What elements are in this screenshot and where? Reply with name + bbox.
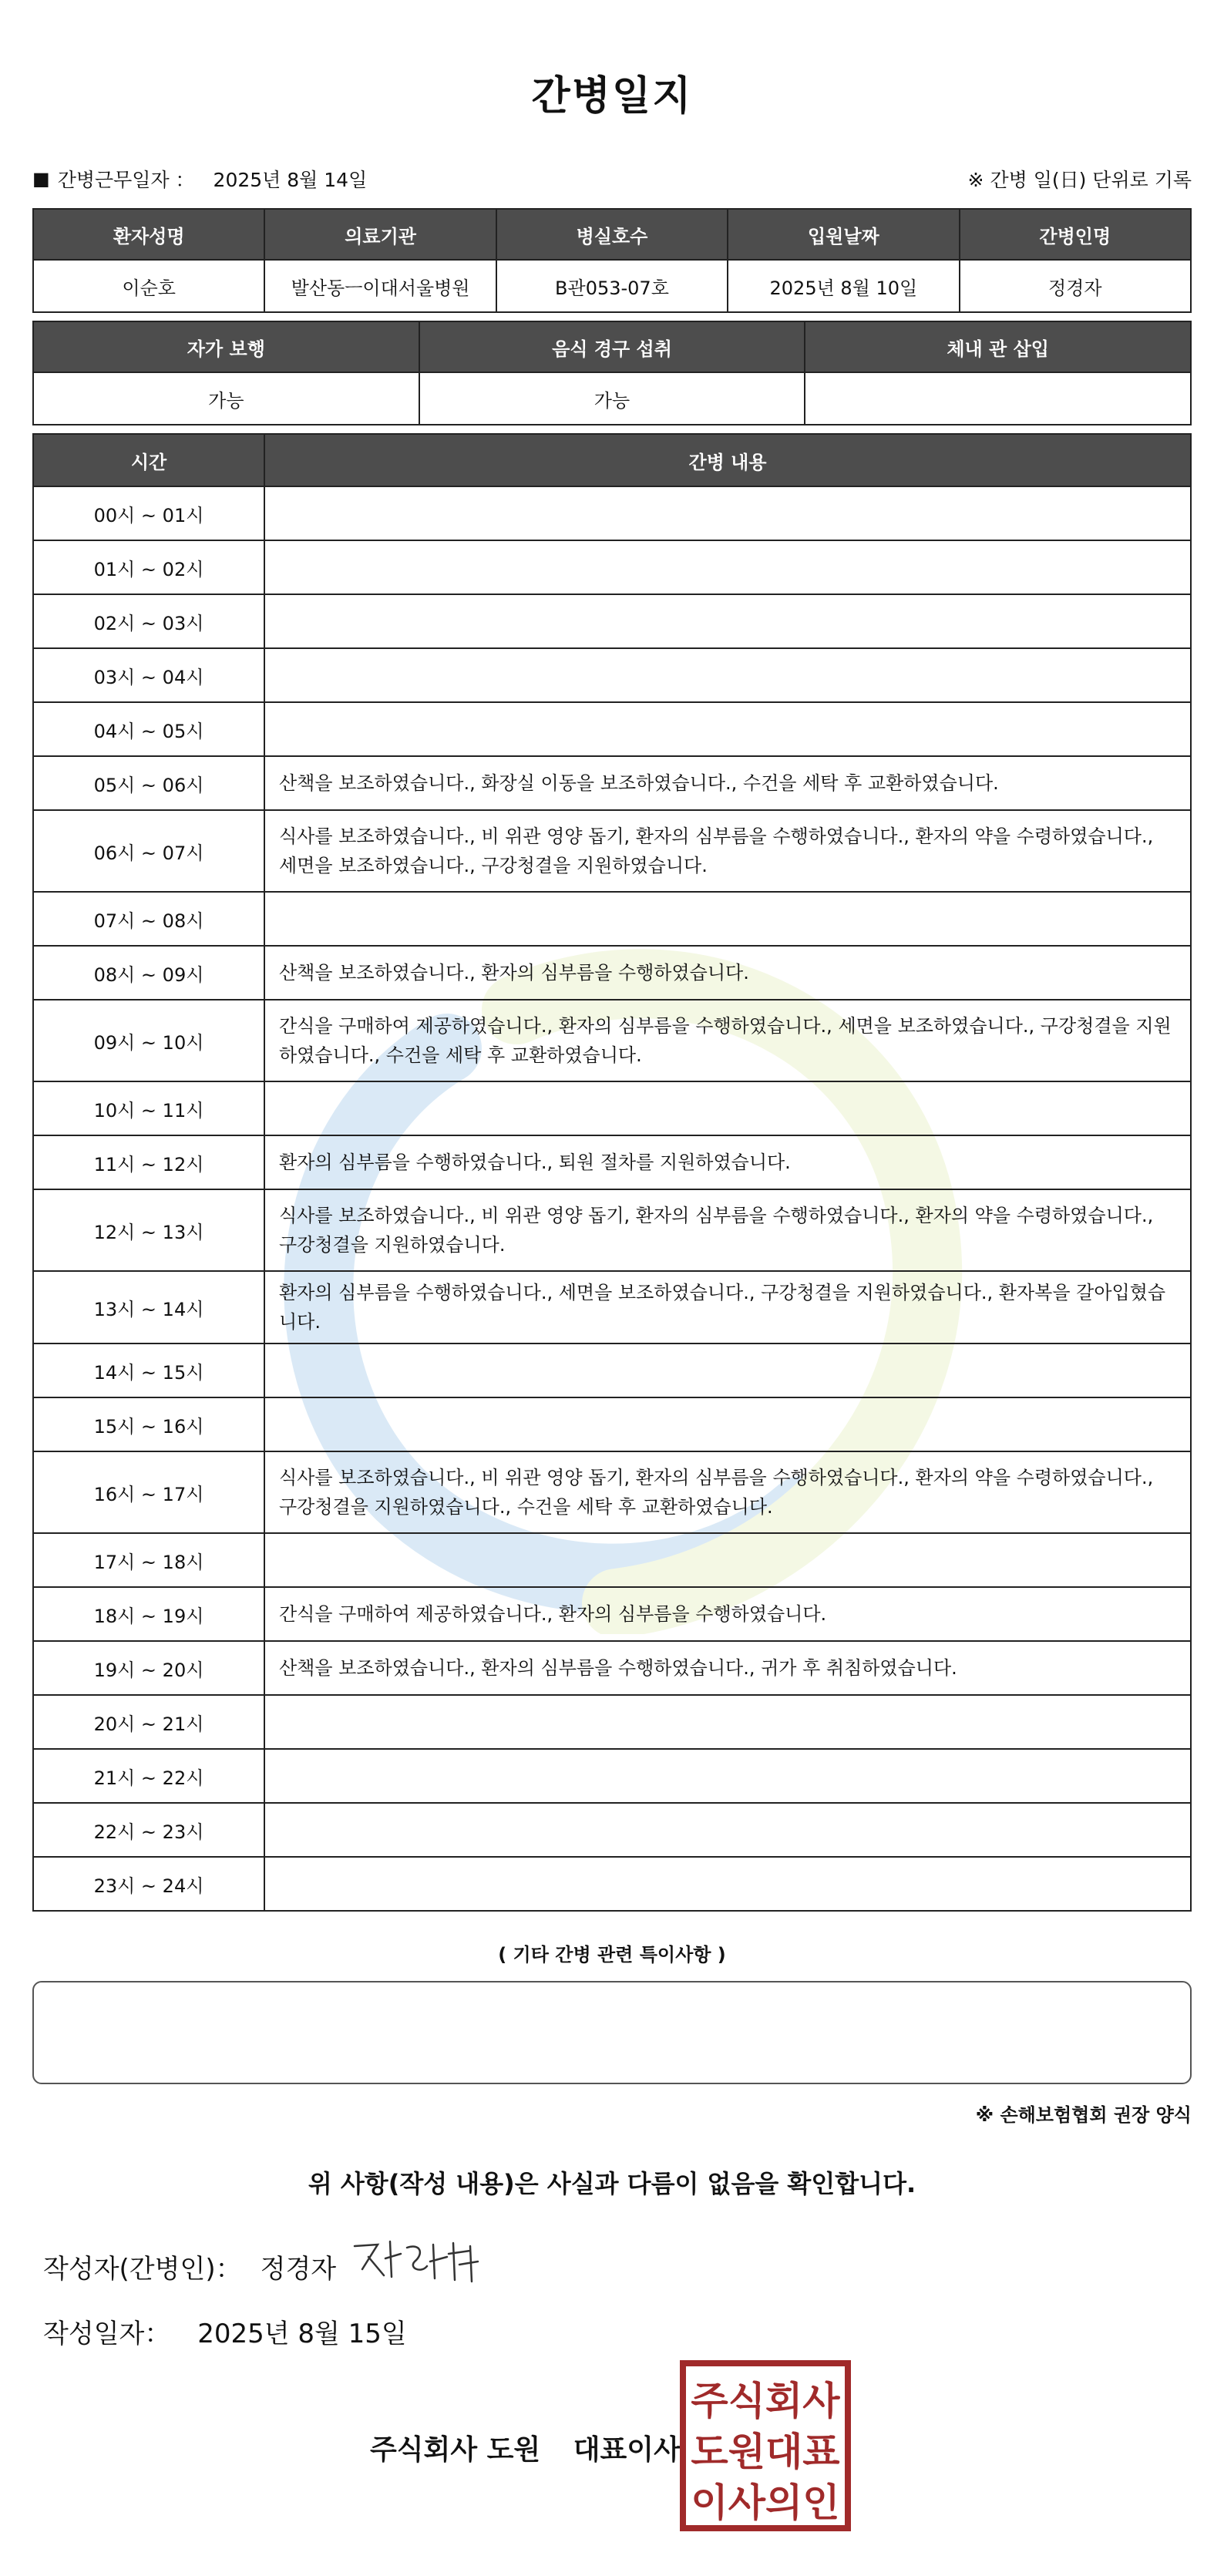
care-log-content — [264, 892, 1191, 946]
care-log-row — [33, 540, 1191, 594]
header-tube-insertion: 체내 관 삽입 — [805, 321, 1191, 372]
remarks-title: ( 기타 간병 관련 특이사항 ) — [498, 1944, 726, 1966]
care-log-body — [33, 486, 1191, 1911]
header-patient-name: 환자성명 — [33, 209, 264, 260]
care-log-content — [264, 1397, 1191, 1451]
care-log-time: 03시 ~ 04시 — [33, 648, 264, 702]
care-log-time: 21시 ~ 22시 — [33, 1749, 264, 1803]
confirmation-text: 위 사항(작성 내용)은 사실과 다름이 없음을 확인합니다. — [308, 2169, 916, 2198]
care-log-row — [33, 1803, 1191, 1857]
work-date-label: 간병근무일자 ： — [57, 169, 195, 191]
page-title: 간병일지 — [531, 73, 693, 119]
care-log-time: 19시 ~ 20시 — [33, 1641, 264, 1695]
room-number: B관053-07호 — [496, 260, 728, 312]
svg-text:이사의인: 이사의인 — [691, 2480, 840, 2525]
write-date-row — [43, 2312, 407, 2350]
self-walking-value: 가능 — [33, 372, 419, 425]
care-log-header-row — [33, 434, 1191, 486]
care-log-time: 01시 ~ 02시 — [33, 540, 264, 594]
header-room: 병실호수 — [496, 209, 728, 260]
care-log-time: 00시 ~ 01시 — [33, 486, 264, 540]
care-log-content: 환자의 심부름을 수행하였습니다., 퇴원 절차를 지원하였습니다. — [264, 1135, 1191, 1189]
care-log-time: 16시 ~ 17시 — [33, 1451, 264, 1533]
care-log-row — [33, 702, 1191, 756]
care-log-time: 06시 ~ 07시 — [33, 810, 264, 892]
care-log-content: 산책을 보조하였습니다., 환자의 심부름을 수행하였습니다. — [264, 946, 1191, 1000]
care-log-time: 23시 ~ 24시 — [33, 1857, 264, 1911]
svg-text:주식회사: 주식회사 — [691, 2379, 840, 2423]
writer-row — [43, 2248, 355, 2285]
header-time: 시간 — [33, 434, 264, 486]
care-log-time: 09시 ~ 10시 — [33, 1000, 264, 1081]
care-log-row — [33, 1857, 1191, 1911]
care-log-row — [33, 486, 1191, 540]
header-admission-date: 입원날짜 — [728, 209, 959, 260]
care-log-content — [264, 702, 1191, 756]
care-log-content: 간식을 구매하여 제공하였습니다., 환자의 심부름을 수행하였습니다. — [264, 1587, 1191, 1641]
care-log-row — [33, 594, 1191, 648]
care-log-content — [264, 1695, 1191, 1749]
form-note: ※ 손해보험협회 권장 양식 — [975, 2104, 1192, 2126]
care-log-row — [33, 1749, 1191, 1803]
patient-status-header-row — [33, 321, 1191, 372]
tube-insertion-value — [805, 372, 1191, 425]
care-log-row — [33, 1695, 1191, 1749]
care-log-content: 간식을 구매하여 제공하였습니다., 환자의 심부름을 수행하였습니다., 세면을 보조하였습니다., 구강청결을 지원하였습니다., 수건을 세탁 후 교환하였습니다. — [264, 1000, 1191, 1081]
care-log-row — [33, 1533, 1191, 1587]
care-log-row — [33, 1343, 1191, 1397]
caregiver-name: 정경자 — [960, 260, 1191, 312]
patient-info-table — [32, 208, 1192, 313]
care-log-time: 20시 ~ 21시 — [33, 1695, 264, 1749]
care-log-content — [264, 486, 1191, 540]
care-log-content — [264, 1857, 1191, 1911]
care-log-row — [33, 1189, 1191, 1271]
company-name: 주식회사 도원 — [370, 2434, 541, 2466]
care-log-time: 12시 ~ 13시 — [33, 1189, 264, 1271]
work-date-value: 2025년 8월 14일 — [213, 169, 368, 191]
company-line — [370, 2428, 681, 2467]
header-care-content: 간병 내용 — [264, 434, 1191, 486]
care-log-content: 산책을 보조하였습니다., 화장실 이동을 보조하였습니다., 수건을 세탁 후 교환하였습니다. — [264, 756, 1191, 810]
care-log-content: 식사를 보조하였습니다., 비 위관 영양 돕기, 환자의 심부름을 수행하였습니다., 환자의 약을 수령하였습니다., 구강청결을 지원하였습니다. — [264, 1189, 1191, 1271]
writer-signature — [347, 2231, 501, 2292]
care-log-content: 산책을 보조하였습니다., 환자의 심부름을 수행하였습니다., 귀가 후 취침하였습니다. — [264, 1641, 1191, 1695]
care-log-row — [33, 1081, 1191, 1135]
meta-row — [32, 163, 1192, 194]
patient-status-value-row — [33, 372, 1191, 425]
care-log-content: 식사를 보조하였습니다., 비 위관 영양 돕기, 환자의 심부름을 수행하였습니다., 환자의 약을 수령하였습니다., 세면을 보조하였습니다., 구강청결을 지원하였습니다. — [264, 810, 1191, 892]
care-log-time: 05시 ~ 06시 — [33, 756, 264, 810]
remarks-box — [32, 1981, 1192, 2084]
care-log-time: 11시 ~ 12시 — [33, 1135, 264, 1189]
care-log-content: 환자의 심부름을 수행하였습니다., 세면을 보조하였습니다., 구강청결을 지원하였습니다., 환자복을 갈아입혔습니다. — [264, 1271, 1191, 1343]
patient-name: 이순호 — [33, 260, 264, 312]
care-log-time: 17시 ~ 18시 — [33, 1533, 264, 1587]
care-log-row — [33, 1271, 1191, 1343]
square-bullet-icon: ■ — [32, 168, 50, 190]
care-log-row — [33, 1135, 1191, 1189]
company-rep-title: 대표이사 — [573, 2434, 681, 2466]
care-log-content — [264, 1343, 1191, 1397]
care-log-content — [264, 1749, 1191, 1803]
header-caregiver-name: 간병인명 — [960, 209, 1191, 260]
care-log-content — [264, 540, 1191, 594]
header-self-walking: 자가 보행 — [33, 321, 419, 372]
care-log-content: 식사를 보조하였습니다., 비 위관 영양 돕기, 환자의 심부름을 수행하였습니다., 환자의 약을 수령하였습니다., 구강청결을 지원하였습니다., 수건을 세탁 후 교환하였습니다. — [264, 1451, 1191, 1533]
care-log-time: 04시 ~ 05시 — [33, 702, 264, 756]
care-log-row — [33, 1641, 1191, 1695]
care-log-time: 15시 ~ 16시 — [33, 1397, 264, 1451]
header-hospital: 의료기관 — [264, 209, 496, 260]
care-log-time: 13시 ~ 14시 — [33, 1271, 264, 1343]
care-log-time: 08시 ~ 09시 — [33, 946, 264, 1000]
care-log-time: 14시 ~ 15시 — [33, 1343, 264, 1397]
oral-intake-value: 가능 — [419, 372, 805, 425]
write-date-label: 작성일자： — [43, 2319, 171, 2349]
care-log-table — [32, 433, 1192, 1912]
care-log-row — [33, 1587, 1191, 1641]
care-log-row — [33, 946, 1191, 1000]
care-log-time: 22시 ~ 23시 — [33, 1803, 264, 1857]
patient-info-value-row — [33, 260, 1191, 312]
company-seal — [678, 2359, 852, 2533]
unit-note: ※ 간병 일(日) 단위로 기록 — [967, 169, 1192, 191]
admission-date: 2025년 8월 10일 — [728, 260, 959, 312]
care-log-content — [264, 1081, 1191, 1135]
care-log-content — [264, 648, 1191, 702]
writer-label: 작성자(간병인)： — [43, 2254, 242, 2285]
care-log-time: 18시 ~ 19시 — [33, 1587, 264, 1641]
care-log-row — [33, 1000, 1191, 1081]
writer-name: 정경자 — [260, 2254, 337, 2285]
svg-text:도원대표: 도원대표 — [691, 2430, 840, 2474]
work-date-group — [32, 165, 367, 193]
care-log-row — [33, 810, 1191, 892]
care-log-content — [264, 1533, 1191, 1587]
care-log-row — [33, 756, 1191, 810]
patient-info-header-row — [33, 209, 1191, 260]
care-log-time: 07시 ~ 08시 — [33, 892, 264, 946]
care-log-content — [264, 594, 1191, 648]
care-log-time: 10시 ~ 11시 — [33, 1081, 264, 1135]
care-log-time: 02시 ~ 03시 — [33, 594, 264, 648]
write-date-value: 2025년 8월 15일 — [197, 2319, 407, 2349]
care-log-content — [264, 1803, 1191, 1857]
care-log-row — [33, 648, 1191, 702]
care-log-row — [33, 1451, 1191, 1533]
care-log-row — [33, 1397, 1191, 1451]
hospital-name: 발산동ㅡ이대서울병원 — [264, 260, 496, 312]
care-log-row — [33, 892, 1191, 946]
patient-status-table — [32, 321, 1192, 425]
header-oral-intake: 음식 경구 섭취 — [419, 321, 805, 372]
